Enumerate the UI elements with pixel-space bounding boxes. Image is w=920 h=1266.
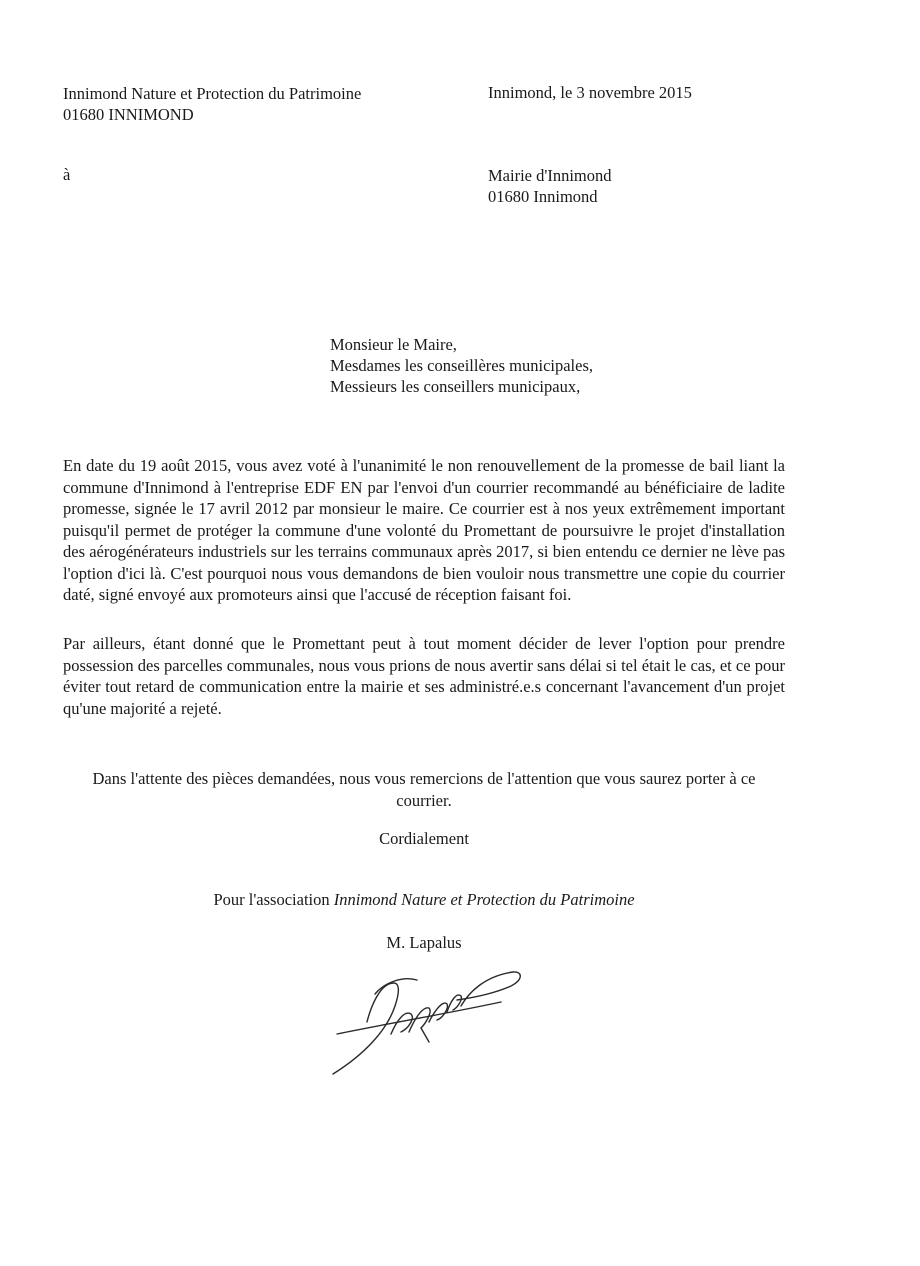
- sender-address: 01680 INNIMOND: [63, 105, 194, 124]
- to-label: à: [63, 165, 71, 184]
- association-prefix: Pour l'association: [213, 890, 334, 909]
- salutation-line: Mesdames les conseillères municipales,: [330, 356, 594, 375]
- handwritten-signature: [325, 962, 525, 1082]
- recipient-name: Mairie d'Innimond: [488, 166, 612, 185]
- date-line: Innimond, le 3 novembre 2015: [488, 83, 692, 102]
- body-paragraph-2: Par ailleurs, étant donné que le Promettant peut à tout moment décider de lever l'option pour prendre possession des parcelles communales, nous vous prions de nous avertir sans délai si tel était le cas, et ce pour éviter tout retard de communication entre la mairie et ses administré.e.s concernant l'avancement d'un projet qu'une majorité a rejeté.: [63, 634, 785, 718]
- association-line: [63, 889, 785, 911]
- recipient-block: [488, 165, 612, 207]
- salutation-line: Monsieur le Maire,: [330, 335, 457, 354]
- sender-name: Innimond Nature et Protection du Patrimoine: [63, 84, 362, 103]
- recipient-address: 01680 Innimond: [488, 187, 598, 206]
- body-paragraph-1: En date du 19 août 2015, vous avez voté à l'unanimité le non renouvellement de la promesse de bail liant la commune d'Innimond à l'entreprise EDF EN par l'envoi d'un courrier recommandé au bénéficiaire de ladite promesse, signée le 17 avril 2012 par monsieur le maire. Ce courrier est à nos yeux extrêmement important puisqu'il permet de protéger la commune d'une volonté du Promettant de poursuivre le projet d'installation des aérogénérateurs industriels sur les terrains communaux après 2017, si bien entendu ce dernier ne lève pas l'option d'ici là. C'est pourquoi nous vous demandons de bien vouloir nous transmettre une copie du courrier daté, signé envoyé aux promoteurs ainsi que l'accusé de réception faisant foi.: [63, 456, 785, 604]
- closing-sentence: Dans l'attente des pièces demandées, nous vous remercions de l'attention que vous saurez porter à ce courrier.: [92, 769, 756, 810]
- signer-name: M. Lapalus: [386, 933, 462, 952]
- salutation-block: [330, 334, 593, 397]
- association-name: Innimond Nature et Protection du Patrimoine: [333, 890, 635, 909]
- salutation-line: Messieurs les conseillers municipaux,: [330, 377, 581, 396]
- sender-block: [63, 83, 361, 125]
- closing-greeting: Cordialement: [379, 829, 469, 848]
